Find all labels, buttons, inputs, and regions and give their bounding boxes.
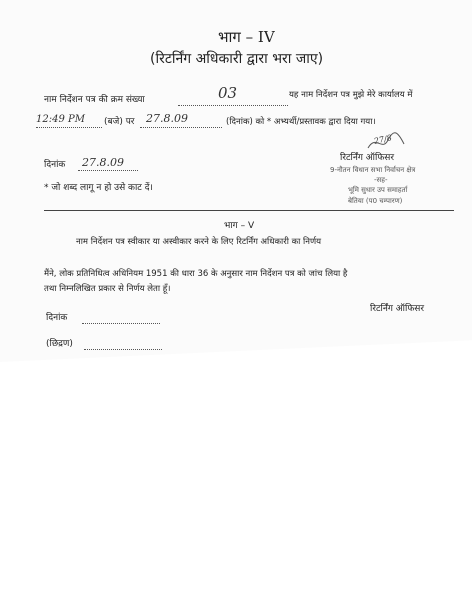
stamp-line-4: बेतिया (प0 चम्पारण)	[348, 197, 403, 205]
part4-subheading: (रिटर्निंग अधिकारी द्वारा भरा जाए)	[150, 51, 324, 67]
stamp-line-2: -सह-	[374, 176, 388, 184]
sign-date-value: 27.8.09	[82, 156, 124, 169]
serial-suffix: यह नाम निर्देशन पत्र मुझे मेरे कार्यालय में	[289, 90, 413, 100]
part5-date-label: दिनांक	[46, 313, 68, 323]
part5-seal-label: (छिद्रण)	[46, 339, 73, 349]
part5-heading: भाग – V	[224, 221, 255, 231]
serial-value: 03	[218, 84, 238, 102]
time-label: (बजे) पर	[104, 117, 135, 127]
section-divider	[44, 210, 454, 211]
time-field-line	[36, 127, 102, 128]
date-field-line	[140, 127, 222, 128]
part5-officer-title: रिटर्निंग ऑफिसर	[370, 304, 425, 314]
part5-seal-line	[84, 349, 162, 350]
stamp-line-1: 9-नौतन विधान सभा निर्वाचन क्षेत्र	[330, 166, 416, 174]
part5-para-line-2: तथा निम्नलिखित प्रकार से निर्णय लेता हूँ।	[44, 284, 171, 294]
part4-officer-title: रिटर्निंग ऑफिसर	[340, 153, 395, 163]
date-label: दिनांक	[44, 160, 66, 170]
part4-heading: भाग – IV	[218, 28, 275, 46]
date-value: 27.8.09	[146, 112, 188, 125]
date-suffix: (दिनांक) को * अभ्यर्थी/प्रस्तावक द्वारा दिया गया।	[226, 117, 376, 127]
serial-field-line	[178, 105, 288, 106]
part5-date-line	[82, 323, 160, 324]
officer-initials: 27/8	[373, 133, 393, 146]
stamp-line-3: भूमि सुधार उप समाहर्ता	[348, 186, 408, 194]
officer-signature	[366, 130, 406, 154]
part5-para-line-1: मैंने, लोक प्रतिनिधित्व अधिनियम 1951 की धारा 36 के अनुसार नाम निर्देशन पत्र को जांच लिया है	[44, 269, 348, 279]
footnote: * जो शब्द लागू न हो उसे काट दें।	[44, 183, 153, 193]
sign-date-line	[78, 170, 138, 171]
part5-subheading: नाम निर्देशन पत्र स्वीकार या अस्वीकार करने के लिए रिटर्निंग अधिकारी का निर्णय	[76, 237, 322, 247]
time-value: 12:49 PM	[36, 114, 85, 125]
serial-prefix: नाम निर्देशन पत्र की क्रम संख्या	[44, 95, 145, 105]
